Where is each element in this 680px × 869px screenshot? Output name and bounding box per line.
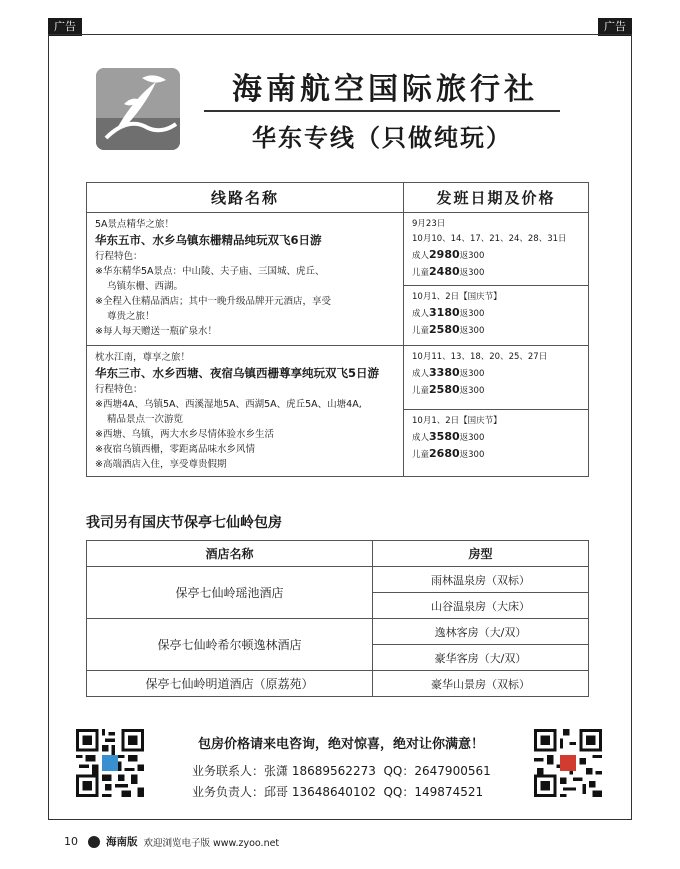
room-type: 逸林客房（大/双） [373, 619, 589, 645]
agency-logo [96, 68, 180, 150]
route-features-label: 行程特色： [95, 251, 143, 262]
hotel-name: 保亭七仙岭明道酒店（原荔苑） [87, 671, 373, 697]
child-price: 2580 [429, 383, 460, 396]
schedule-dates: 9月23日 [412, 219, 446, 229]
contact-line: 业务负责人：邱哥 13648640102 QQ：149874521 [192, 785, 484, 799]
room-type: 雨林温泉房（双标） [373, 567, 589, 593]
child-price: 2480 [429, 265, 460, 278]
edition-name: 海南版 [106, 836, 138, 848]
route-feature: 乌镇东栅、西湖。 [107, 281, 184, 292]
adult-price: 2980 [429, 248, 460, 261]
contact-phone: 18689562273 [291, 764, 376, 778]
schedule-dates: 10月1、2日【国庆节】 [412, 292, 502, 302]
child-price: 2680 [429, 447, 460, 461]
hotel-header-room: 房型 [373, 541, 589, 567]
routes-header-route: 线路名称 [87, 183, 404, 213]
brand-divider [204, 110, 560, 112]
route-feature: 精品景点一次游览 [107, 414, 184, 425]
child-price: 2580 [429, 323, 460, 336]
hotel-header-name: 酒店名称 [87, 541, 373, 567]
agency-slogan: 华东专线（只做纯玩） [252, 123, 512, 152]
hotel-table [86, 540, 589, 697]
route-feature: ※夜宿乌镇西栅，零距离品味水乡风情 [95, 444, 255, 455]
route-feature: ※西塘4A、乌镇5A、西溪湿地5A、西湖5A、虎丘5A、山塘4A, [95, 399, 362, 410]
adult-price: 3580 [429, 430, 460, 444]
route-tagline: 枕水江南，尊享之旅！ [95, 352, 191, 363]
page-footer [64, 834, 279, 849]
child-price-line: 儿童2680返300 [412, 447, 485, 461]
publication-logo-icon [88, 836, 100, 848]
room-type: 豪华客房（大/双） [373, 645, 589, 671]
child-price-line: 儿童2580返300 [412, 323, 485, 336]
route-feature: ※高端酒店入住，享受尊贵假期 [95, 459, 227, 470]
ad-label-right: 广告 [598, 18, 632, 36]
adult-price: 3180 [429, 306, 460, 319]
adult-price-line: 成人3380返300 [412, 366, 485, 379]
page-number: 10 [64, 835, 78, 848]
route-cell [87, 213, 404, 346]
schedule-cell [404, 346, 589, 410]
contact-phone: 13648640102 [291, 785, 376, 799]
route-feature: ※每人每天赠送一瓶矿泉水！ [95, 326, 217, 337]
hotel-name: 保亭七仙岭瑶池酒店 [87, 567, 373, 619]
agency-name: 海南航空国际旅行社 [232, 72, 538, 107]
adult-price: 3380 [429, 366, 460, 379]
schedule-cell [404, 410, 589, 477]
adult-price-line: 成人3180返300 [412, 306, 485, 319]
route-feature: ※全程入住精品酒店；其中一晚升级品牌开元酒店，享受 [95, 296, 331, 307]
ad-label-left: 广告 [48, 18, 82, 36]
route-features-label: 行程特色： [95, 384, 143, 395]
qr-code-icon [76, 728, 144, 798]
schedule-cell [404, 286, 589, 346]
routes-header-schedule: 发班日期及价格 [404, 183, 589, 213]
adult-price-line: 成人2980返300 [412, 248, 485, 261]
route-tagline: 5A景点精华之旅！ [95, 219, 175, 230]
route-name: 华东三市、水乡西塘、夜宿乌镇西栅尊享纯玩双飞5日游 [95, 366, 379, 380]
room-type: 山谷温泉房（大床） [373, 593, 589, 619]
route-feature: 尊贵之旅！ [107, 311, 155, 322]
schedule-dates: 10月11、13、18、20、25、27日 [412, 352, 548, 362]
hotel-name: 保亭七仙岭希尔顿逸林酒店 [87, 619, 373, 671]
call-to-action: 包房价格请来电咨询，绝对惊喜，绝对让你满意！ [197, 737, 484, 752]
route-feature: ※西塘、乌镇，两大水乡尽情体验水乡生活 [95, 429, 274, 440]
qr-code-icon [534, 728, 602, 798]
child-price-line: 儿童2480返300 [412, 265, 485, 278]
schedule-dates: 10月10、14、17、21、24、28、31日 [412, 234, 567, 244]
schedule-cell [404, 213, 589, 286]
child-price-line: 儿童2580返300 [412, 383, 485, 396]
contact-qq: 149874521 [414, 785, 484, 799]
room-type: 豪华山景房（双标） [373, 671, 589, 697]
adult-price-line: 成人3580返300 [412, 430, 485, 444]
route-cell [87, 346, 404, 477]
route-feature: ※华东精华5A景点：中山陵、夫子庙、三国城、虎丘、 [95, 266, 325, 277]
route-name: 华东五市、水乡乌镇东栅精品纯玩双飞6日游 [95, 233, 322, 247]
routes-table [86, 182, 589, 477]
contact-qq: 2647900561 [414, 764, 491, 778]
schedule-dates: 10月1、2日【国庆节】 [412, 416, 502, 427]
contact-line: 业务联系人：张潇 18689562273 QQ：2647900561 [192, 764, 491, 778]
footer-text: 欢迎浏览电子版 www.zyoo.net [143, 837, 280, 849]
hotel-section-title: 我司另有国庆节保亭七仙岭包房 [86, 515, 282, 531]
